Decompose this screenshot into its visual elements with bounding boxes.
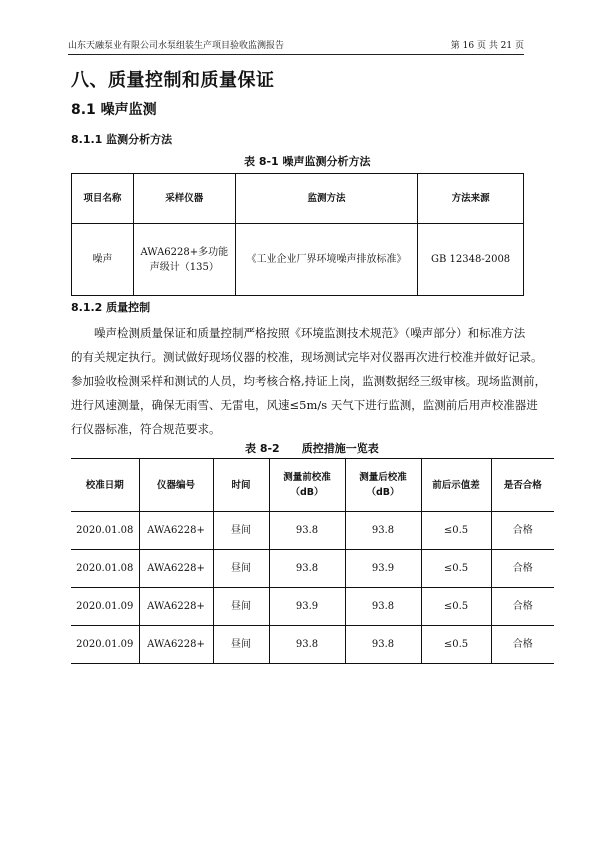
heading-quality-control: 8.1.2 质量控制 (71, 301, 151, 314)
paragraph-line: 的有关规定执行。测试做好现场仪器的校准，现场测试完毕对仪器再次进行校准并做好记录。 (71, 350, 543, 364)
cell-time: 昼间 (213, 512, 269, 550)
cell-pass: 合格 (491, 550, 554, 588)
cell-pre: 93.9 (269, 588, 345, 626)
cell-diff: ≤0.5 (421, 588, 491, 626)
table2-caption: 表 8-2 质控措施一览表 (245, 442, 379, 455)
cell-instrument-id: AWA6228+ (139, 512, 213, 550)
cell-instrument: AWA6228+多功能声级计（135） (133, 224, 235, 296)
cell-instrument-id: AWA6228+ (139, 626, 213, 664)
table1-caption: 表 8-1 噪声监测分析方法 (244, 155, 371, 168)
col-instrument: 采样仪器 (133, 174, 235, 224)
cell-pre: 93.8 (269, 626, 345, 664)
col-time: 时间 (213, 459, 269, 512)
cell-date: 2020.01.09 (71, 626, 139, 664)
cell-diff: ≤0.5 (421, 626, 491, 664)
heading-analysis-method: 8.1.1 监测分析方法 (71, 133, 173, 146)
cell-post: 93.9 (345, 550, 421, 588)
quality-control-paragraph (71, 321, 554, 441)
cell-time: 昼间 (213, 550, 269, 588)
paragraph-line: 行仪器标准，符合规范要求。 (71, 422, 221, 436)
cell-pre: 93.8 (269, 550, 345, 588)
page-number: 第 16 页 共 21 页 (450, 41, 524, 51)
cell-pass: 合格 (491, 512, 554, 550)
cell-pre: 93.8 (269, 512, 345, 550)
paragraph-line: 进行风速测量，确保无雨雪、无雷电，风速≤5m/s 天气下进行监测，监测前后用声校准器进 (71, 398, 538, 412)
table-row (71, 588, 554, 626)
cell-date: 2020.01.09 (71, 588, 139, 626)
paragraph-line: 噪声检测质量保证和质量控制严格按照《环境监测技术规范》（噪声部分）和标准方法 (71, 326, 526, 340)
table-qc-measures (71, 458, 554, 664)
col-item-name: 项目名称 (72, 174, 134, 224)
col-pre-calibration: 测量前校准（dB） (269, 459, 345, 512)
cell-pass: 合格 (491, 588, 554, 626)
page-header (68, 39, 524, 53)
cell-instrument-id: AWA6228+ (139, 588, 213, 626)
table-header-row (71, 459, 554, 512)
col-pass: 是否合格 (491, 459, 554, 512)
cell-date: 2020.01.08 (71, 512, 139, 550)
table-analysis-methods (71, 173, 524, 296)
header-divider (68, 54, 524, 55)
col-method: 监测方法 (235, 174, 417, 224)
cell-post: 93.8 (345, 588, 421, 626)
cell-instrument-id: AWA6228+ (139, 550, 213, 588)
cell-diff: ≤0.5 (421, 512, 491, 550)
table-header-row (72, 174, 524, 224)
cell-diff: ≤0.5 (421, 550, 491, 588)
report-title: 山东天融泵业有限公司水泵组装生产项目验收监测报告 (68, 41, 285, 51)
cell-pass: 合格 (491, 626, 554, 664)
cell-post: 93.8 (345, 512, 421, 550)
cell-date: 2020.01.08 (71, 550, 139, 588)
col-source: 方法来源 (418, 174, 524, 224)
col-difference: 前后示值差 (421, 459, 491, 512)
cell-source: GB 12348-2008 (418, 224, 524, 296)
table-row (72, 224, 524, 296)
subsection-noise-monitoring: 8.1 噪声监测 (71, 102, 157, 118)
table-row (71, 512, 554, 550)
table-row (71, 626, 554, 664)
col-post-calibration: 测量后校准（dB） (345, 459, 421, 512)
cell-time: 昼间 (213, 626, 269, 664)
cell-item: 噪声 (72, 224, 134, 296)
col-instrument-id: 仪器编号 (139, 459, 213, 512)
cell-post: 93.8 (345, 626, 421, 664)
cell-time: 昼间 (213, 588, 269, 626)
table-row (71, 550, 554, 588)
section-title: 八、质量控制和质量保证 (71, 70, 275, 91)
cell-method: 《工业企业厂界环境噪声排放标准》 (235, 224, 417, 296)
paragraph-line: 参加验收检测采样和测试的人员，均考核合格,持证上岗，监测数据经三级审核。现场监测前， (71, 374, 547, 388)
col-calibration-date: 校准日期 (71, 459, 139, 512)
